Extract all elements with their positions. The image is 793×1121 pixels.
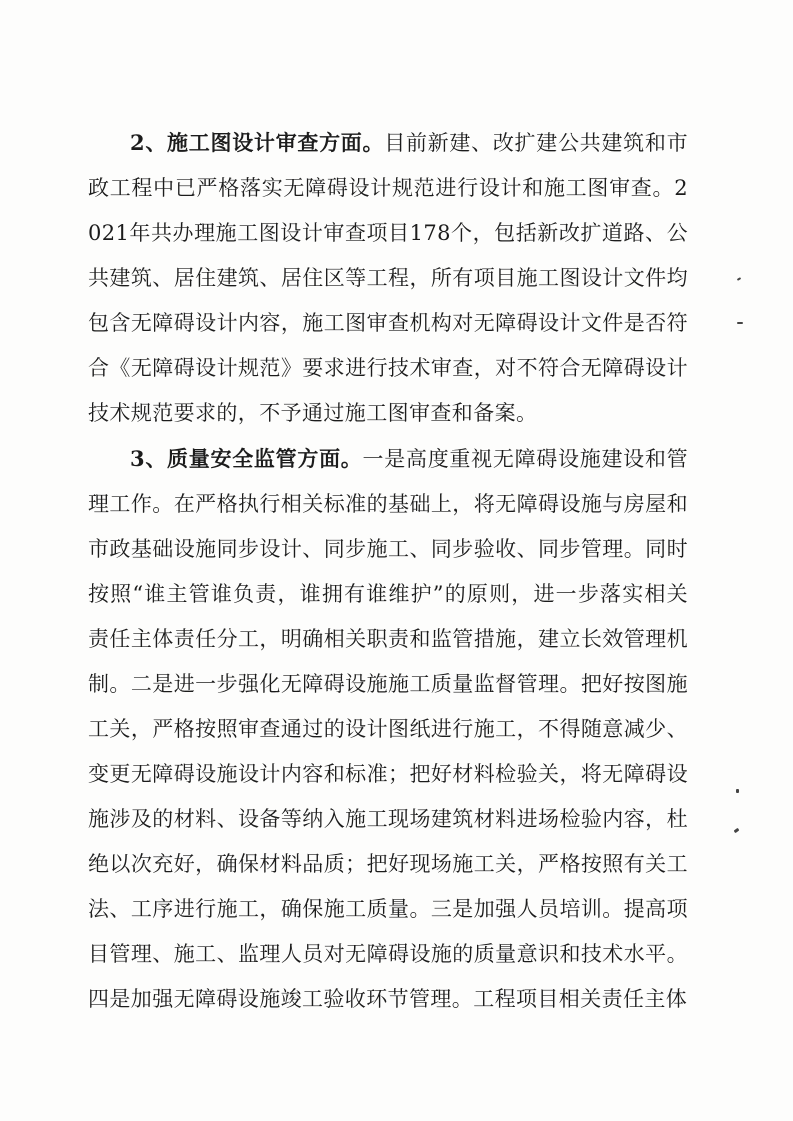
paragraph-heading: 3、质量安全监管方面。: [130, 446, 363, 471]
scan-speck: [737, 322, 743, 324]
paragraph-heading: 2、施工图设计审查方面。: [130, 130, 385, 155]
scan-speck: [734, 828, 740, 833]
scan-speck: [736, 789, 739, 793]
paragraph-text: 一是高度重视无障碍设施建设和管理工作。在严格执行相关标准的基础上，将无障碍设施与房屋和市政基础设施同步设计、同步施工、同步验收、同步管理。同时按照“谁主管谁负责，谁拥有谁维护”的原则，进一步落实相关责任主体责任分工，明确相关职责和监管措施，建立长效管理机制。二是进一步强化无障碍设施施工质量监督管理。把好按图施工关，严格按照审查通过的设计图纸进行施工，不得随意减少、变更无障碍设施设计内容和标准；把好材料检验关，将无障碍设施涉及的材料、设备等纳入施工现场建筑材料进场检验内容，杜绝以次充好，确保材料品质；把好现场施工关，严格按照有关工法、工序进行施工，确保施工质量。三是加强人员培训。提高项目管理、施工、监理人员对无障碍设施的质量意识和技术水平。四是加强无障碍设施竣工验收环节管理。工程项目相关责任主体: [88, 447, 689, 1011]
paragraph-text: 目前新建、改扩建公共建筑和市政工程中已严格落实无障碍设计规范进行设计和施工图审查。2021年共办理施工图设计审查项目178个，包括新改扩道路、公共建筑、居住建筑、居住区等工程，所有项目施工图设计文件均包含无障碍设计内容，施工图审查机构对无障碍设计文件是否符合《无障碍设计规范》要求进行技术审查，对不符合无障碍设计技术规范要求的，不予通过施工图审查和备案。: [88, 131, 688, 425]
scan-speck: [737, 277, 741, 281]
paragraph-construction-drawing-review: [88, 120, 688, 436]
paragraph-quality-safety-supervision: [88, 436, 688, 1022]
document-body: [88, 120, 688, 1022]
